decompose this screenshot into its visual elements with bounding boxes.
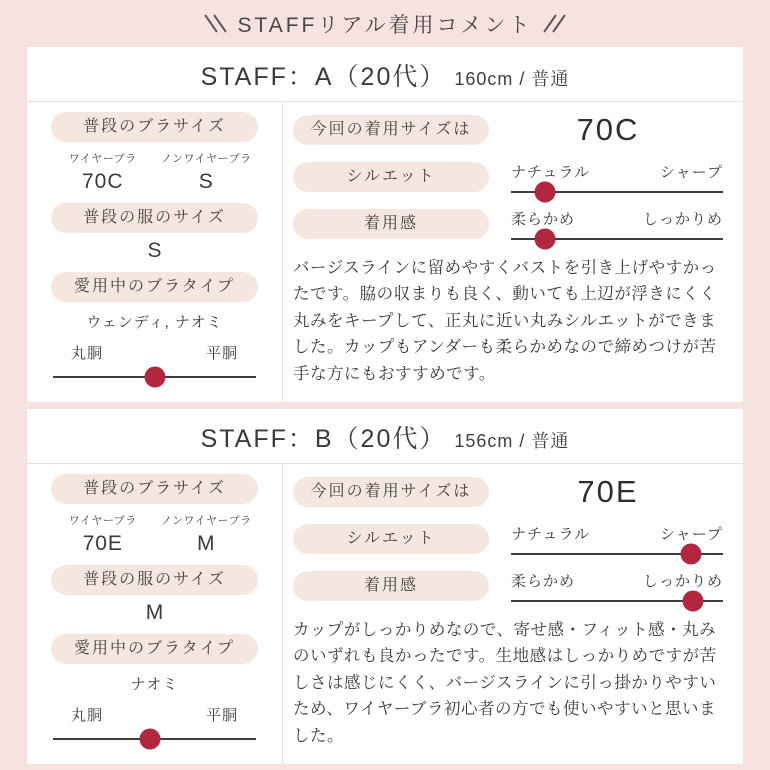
slider-dot <box>144 367 165 388</box>
fit-slider <box>511 208 723 240</box>
staff-b-review-column <box>283 464 743 764</box>
favorite-bra-type-label: 愛用中のブラタイプ <box>51 272 258 302</box>
staff-card-b <box>27 409 743 764</box>
usual-clothes-size-label: 普段の服のサイズ <box>51 203 258 233</box>
torso-slider-track <box>53 376 256 378</box>
usual-bra-size-label: 普段のブラサイズ <box>51 474 258 504</box>
slider-dot <box>683 591 704 612</box>
staff-b-name: STAFF：B（20代） <box>200 425 447 453</box>
silhouette-sharp-label: シャープ <box>660 526 723 543</box>
decorative-slashes-left-icon <box>210 13 221 34</box>
nonwire-bra-size-value: S <box>198 170 214 193</box>
wire-bra-size-value: 70C <box>81 170 124 193</box>
staff-b-height-build: 156cm / 普通 <box>454 431 570 451</box>
staff-comment: バージスラインに留めやすくバストを引き上げやすかったです。脇の収まりも良く、動いても上辺が浮きにくく丸みをキープして、正丸に近い丸みシルエットができました。カップもアンダーも柔らかめなので締めつけが苦手な方にもおすすめです。 <box>293 259 717 383</box>
staff-a-profile-column <box>27 102 283 402</box>
wire-bra-size-value: 70E <box>82 532 123 555</box>
fit-slider-track <box>511 600 723 602</box>
slider-dot <box>534 229 555 250</box>
slider-dot <box>681 544 702 565</box>
staff-a-review-column <box>283 102 743 402</box>
favorite-bra-type-label: 愛用中のブラタイプ <box>51 634 258 664</box>
usual-clothes-size-label: 普段の服のサイズ <box>51 565 258 595</box>
slider-dot <box>140 729 161 750</box>
staff-b-profile-column <box>27 464 283 764</box>
silhouette-sharp-label: シャープ <box>660 164 723 181</box>
wire-bra-label: ワイヤーブラ <box>68 515 137 527</box>
torso-shape-slider <box>51 342 258 378</box>
torso-round-label: 丸胴 <box>71 707 104 724</box>
silhouette-slider <box>511 161 723 193</box>
staff-b-header <box>27 409 743 464</box>
torso-shape-slider <box>51 704 258 740</box>
section-title-text: STAFFリアル着用コメント <box>237 13 533 37</box>
fit-soft-label: 柔らかめ <box>511 211 576 228</box>
slider-dot <box>534 182 555 203</box>
silhouette-slider <box>511 523 723 555</box>
torso-flat-label: 平胴 <box>205 707 238 724</box>
fit-label: 着用感 <box>293 209 489 239</box>
wearing-size-label: 今回の着用サイズは <box>293 477 489 507</box>
silhouette-slider-track <box>511 553 723 555</box>
silhouette-label: シルエット <box>293 524 489 554</box>
silhouette-label: シルエット <box>293 162 489 192</box>
fit-label: 着用感 <box>293 571 489 601</box>
section-title <box>0 0 770 47</box>
usual-bra-size-label: 普段のブラサイズ <box>51 112 258 142</box>
staff-a-height-build: 160cm / 普通 <box>454 69 570 89</box>
silhouette-natural-label: ナチュラル <box>511 526 591 543</box>
wearing-size-label: 今回の着用サイズは <box>293 115 489 145</box>
staff-a-name: STAFF：A（20代） <box>200 63 447 91</box>
fit-soft-label: 柔らかめ <box>511 573 576 590</box>
staff-card-a <box>27 47 743 402</box>
staff-comment: カップがしっかりめなので、寄せ感・フィット感・丸みのいずれも良かったです。生地感はしっかりめですが苦しさは感じにくく、バージスラインに引っ掛かりやすいため、ワイヤーブラ初心者の方でも使いやすいと思いました。 <box>293 621 717 745</box>
nonwire-bra-size-value: M <box>197 532 216 555</box>
bra-types-value: ウェンディ, ナオミ <box>86 314 223 331</box>
torso-slider-track <box>53 738 256 740</box>
staff-a-header <box>27 47 743 102</box>
torso-flat-label: 平胴 <box>205 345 238 362</box>
nonwire-bra-label: ノンワイヤーブラ <box>160 153 252 165</box>
clothes-size-value: M <box>145 601 164 624</box>
wearing-size-value: 70E <box>577 474 639 509</box>
wearing-size-value: 70C <box>576 112 640 147</box>
fit-slider-track <box>511 238 723 240</box>
bra-types-value: ナオミ <box>130 676 179 693</box>
fit-slider <box>511 570 723 602</box>
fit-firm-label: しっかりめ <box>642 573 723 590</box>
torso-round-label: 丸胴 <box>71 345 104 362</box>
fit-firm-label: しっかりめ <box>642 211 723 228</box>
wire-bra-label: ワイヤーブラ <box>68 153 137 165</box>
silhouette-slider-track <box>511 191 723 193</box>
nonwire-bra-label: ノンワイヤーブラ <box>160 515 252 527</box>
decorative-slashes-right-icon <box>549 13 560 34</box>
clothes-size-value: S <box>147 239 162 262</box>
silhouette-natural-label: ナチュラル <box>511 164 591 181</box>
